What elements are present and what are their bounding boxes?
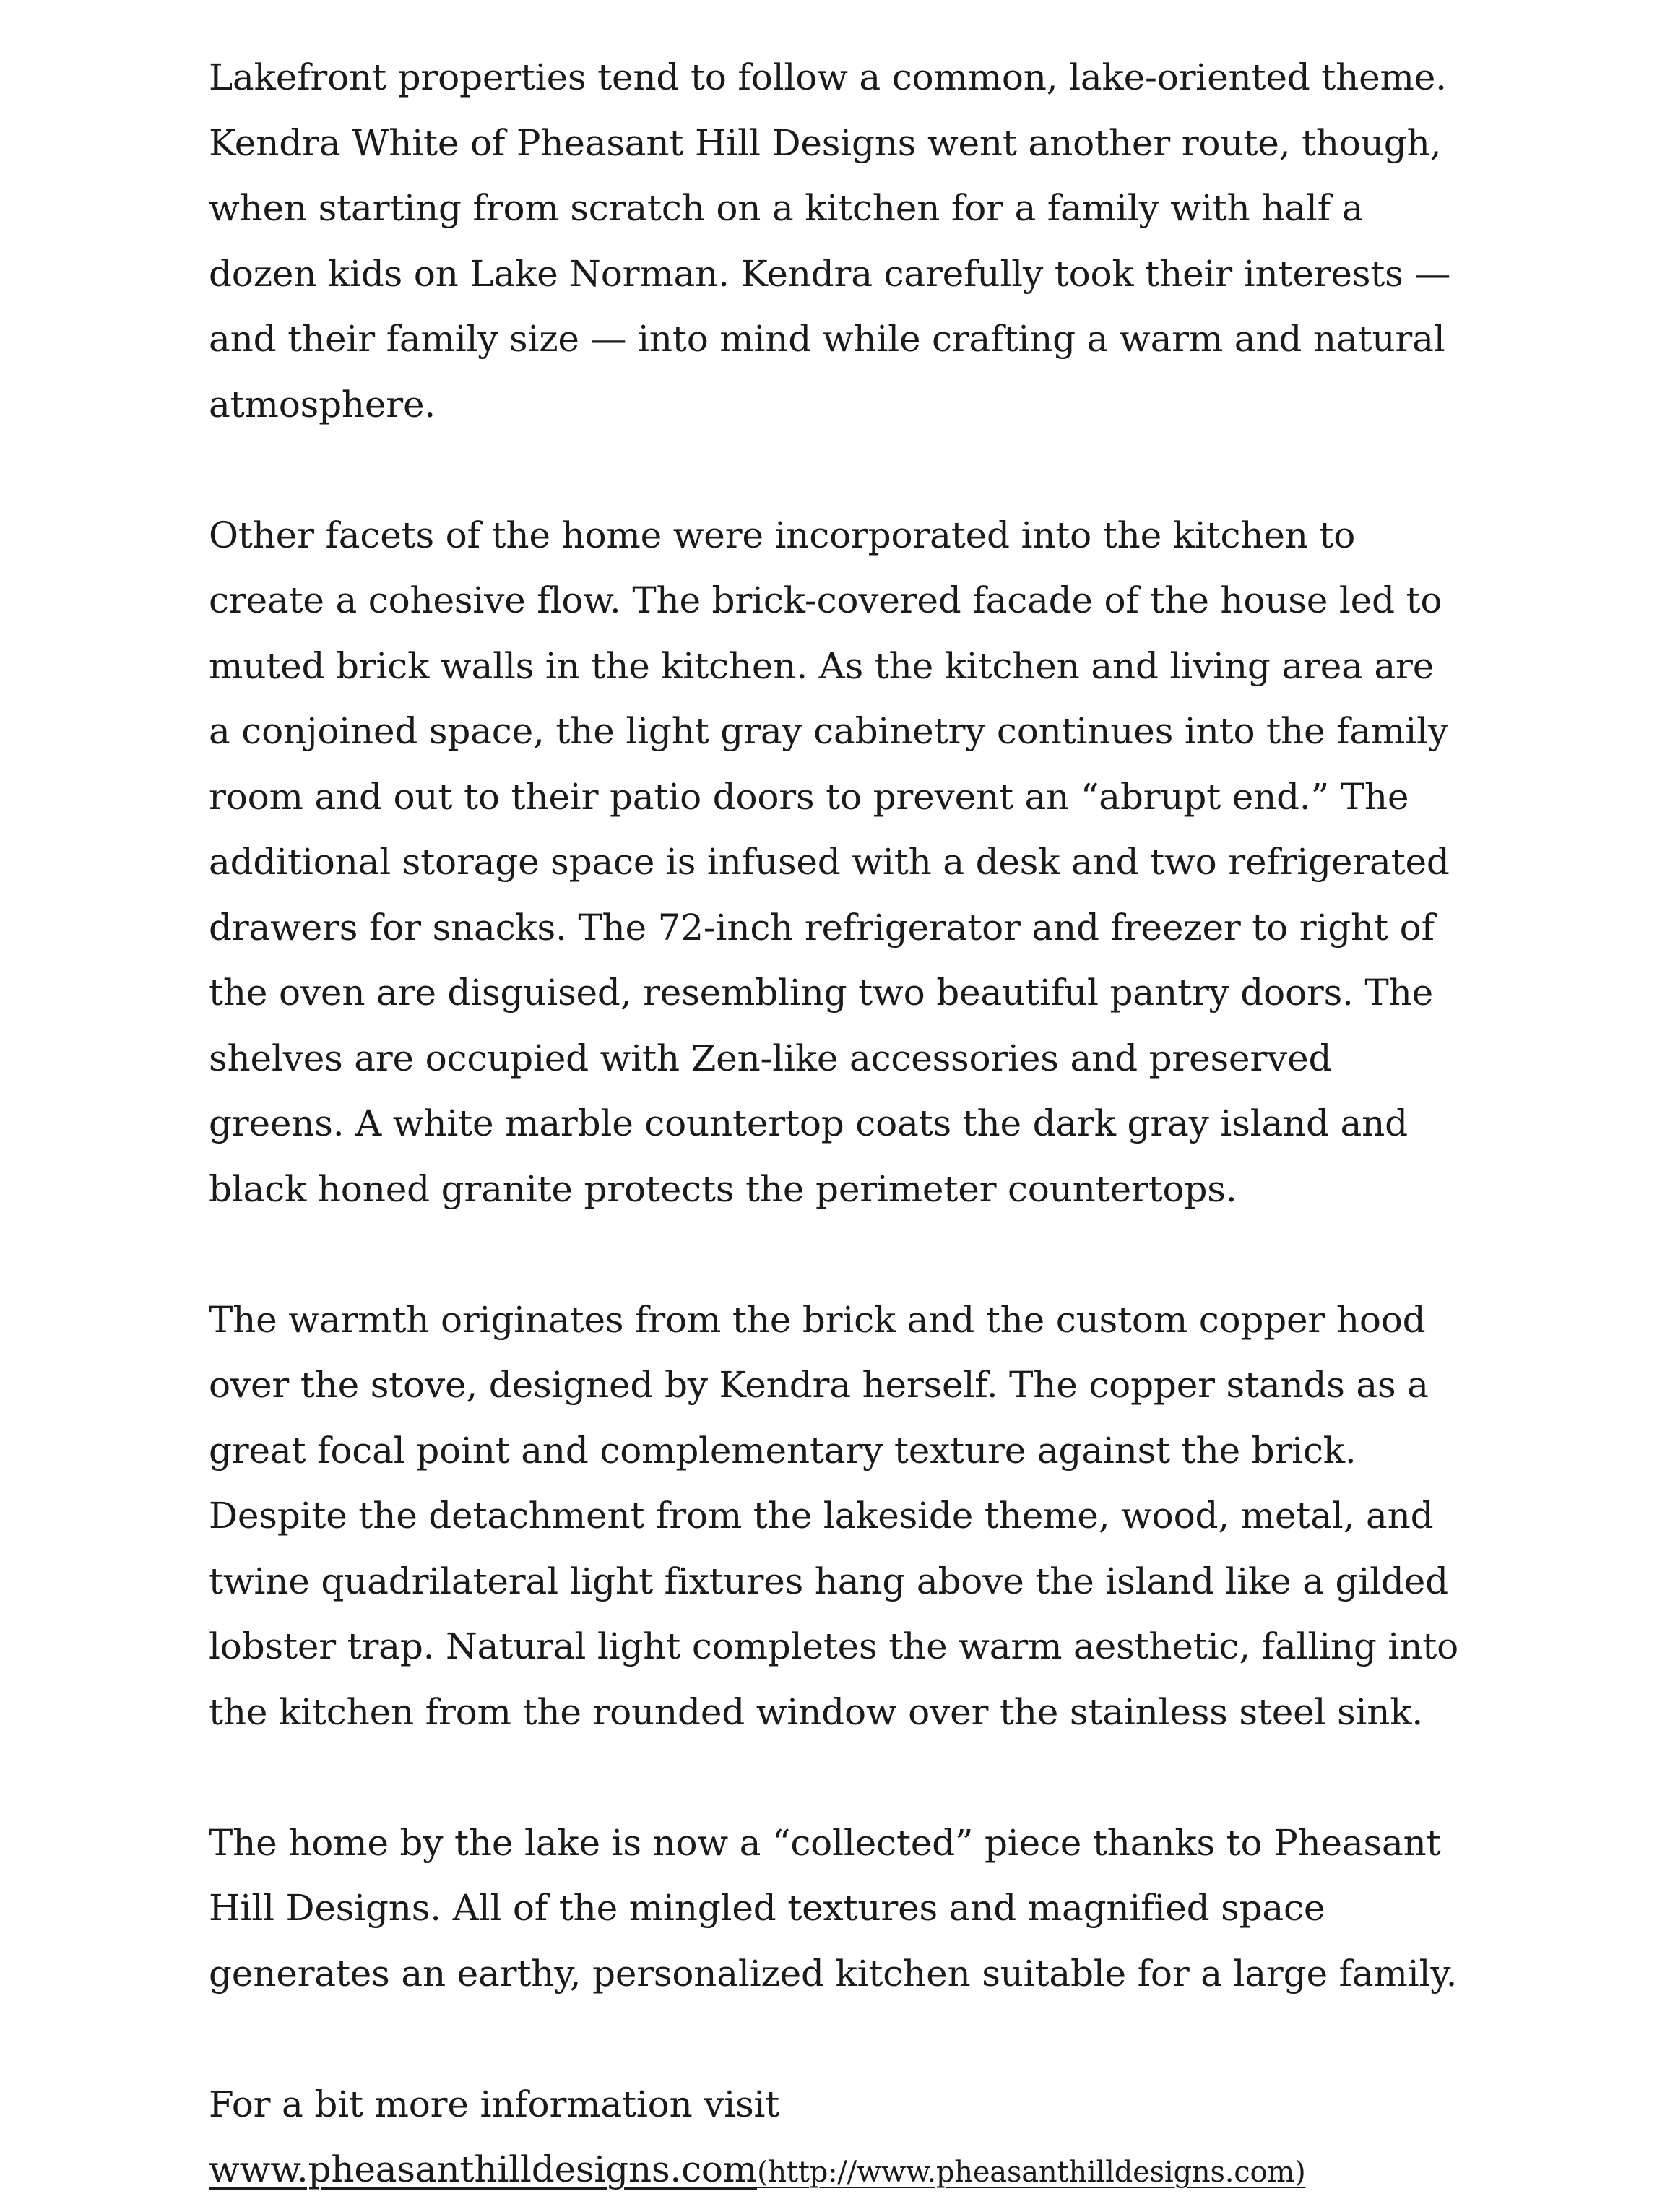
website-link[interactable]: www.pheasanthilldesigns.com [209,2148,758,2190]
article-paragraph-conclusion: The home by the lake is now a “collected” piece thanks to Pheasant Hill Designs. All of the mingled textures and magnified space generates an earthy, personalized kitchen suitable for a large family. [209,1821,1458,1995]
article-paragraph-intro: Lakefront properties tend to follow a common, lake-oriented theme. Kendra White of Pheasant Hill Designs went another route, though, when starting from scratch on a kitchen for a family with half a dozen kids on Lake Norman. Kendra carefully took their interests — and their family size — into mind while crafting a warm and natural atmosphere. [209,56,1451,425]
closing-text: For a bit more information visit [209,2083,780,2125]
article-body [209,45,1466,2205]
article-closing [209,2072,1466,2205]
article-paragraph-design-details: Other facets of the home were incorporated into the kitchen to create a cohesive flow. The brick-covered facade of the house led to muted brick walls in the kitchen. As the kitchen and living area are a conjoined space, the light gray cabinetry continues into the family room and out to their patio doors to prevent an “abrupt end.” The additional storage space is infused with a desk and two refrigerated drawers for snacks. The 72-inch refrigerator and freezer to right of the oven are disguised, resembling two beautiful pantry doors. The shelves are occupied with Zen-like accessories and preserved greens. A white marble countertop coats the dark gray island and black honed granite protects the perimeter countertops. [209,514,1450,1210]
website-url-link[interactable]: (http://www.pheasanthilldesigns.com) [757,2156,1306,2189]
article-paragraph-warmth: The warmth originates from the brick and the custom copper hood over the stove, designed by Kendra herself. The copper stands as a great focal point and complementary texture against the brick. Despite the detachment from the lakeside theme, wood, metal, and twine quadrilateral light fixtures hang above the island like a gilded lobster trap. Natural light completes the warm aesthetic, falling into the kitchen from the rounded window over the stainless steel sink. [209,1298,1458,1733]
